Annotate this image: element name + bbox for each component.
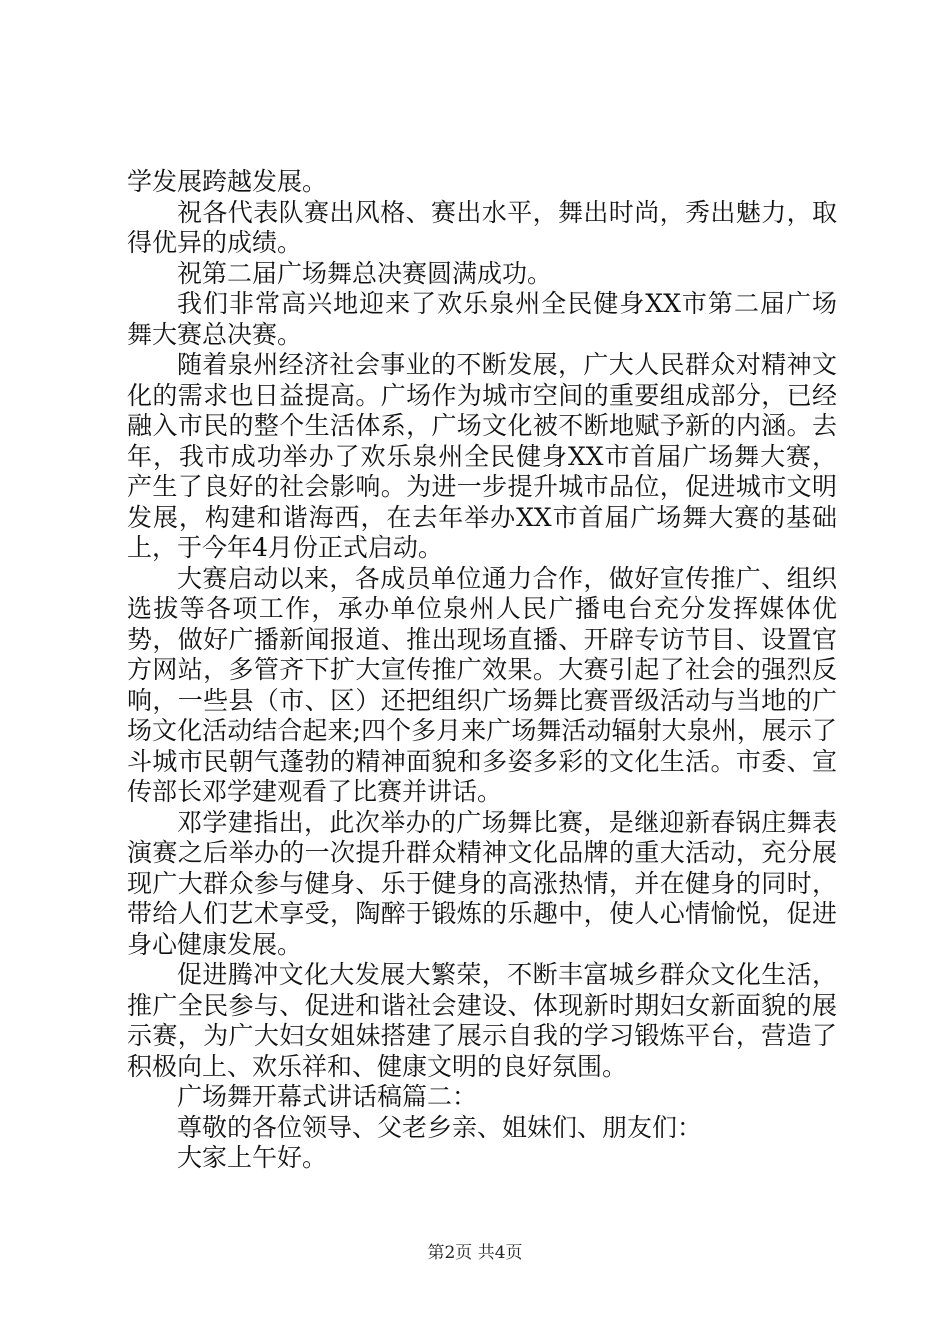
paragraph: 我们非常高兴地迎来了欢乐泉州全民健身XX市第二届广场舞大赛总决赛。 [127, 289, 837, 349]
page-number: 第2页 共4页 [427, 1243, 523, 1263]
salutation: 尊敬的各位领导、父老乡亲、姐妹们、朋友们： [177, 1112, 703, 1142]
greeting: 大家上午好。 [177, 1143, 328, 1172]
paragraph: 祝第二届广场舞总决赛圆满成功。 [177, 258, 553, 288]
paragraph: 大赛启动以来，各成员单位通力合作，做好宣传推广、组织选拔等各项工作，承办单位泉州人民广播电台充分发挥媒体优势，做好广播新闻报道、推出现场直播、开辟专访节目、设置官方网站，多管齐下扩大宣传推广效果。大赛引起了社会的强烈反响，一些县（市、区）还把组织广场舞比赛晋级活动与当地的广场文化活动结合起来;四个多月来广场舞活动辐射大泉州，展示了斗城市民朝气蓬勃的精神面貌和多姿多彩的文化生活。市委、宣传部长邓学建观看了比赛并讲话。 [127, 563, 837, 806]
page-footer [0, 1238, 950, 1263]
paragraph: 促进腾冲文化大发展大繁荣，不断丰富城乡群众文化生活，推广全民参与、促进和谐社会建设、体现新时期妇女新面貌的展示赛，为广大妇女姐妹搭建了展示自我的学习锻炼平台，营造了积极向上、欢乐祥和、健康文明的良好氛围。 [127, 960, 837, 1081]
paragraph: 祝各代表队赛出风格、赛出水平，舞出时尚，秀出魅力，取得优异的成绩。 [127, 197, 837, 257]
document-body [127, 167, 837, 1174]
paragraph: 邓学建指出，此次举办的广场舞比赛，是继迎新春锅庄舞表演赛之后举办的一次提升群众精神文化品牌的重大活动，充分展现广大群众参与健身、乐于健身的高涨热情，并在健身的同时，带给人们艺术享受，陶醉于锻炼的乐趣中，使人心情愉悦，促进身心健康发展。 [127, 807, 837, 959]
paragraph: 学发展跨越发展。 [127, 167, 328, 196]
paragraph: 随着泉州经济社会事业的不断发展，广大人民群众对精神文化的需求也日益提高。广场作为城市空间的重要组成部分，已经融入市民的整个生活体系，广场文化被不断地赋予新的内涵。去年，我市成功举办了欢乐泉州全民健身XX市首届广场舞大赛，产生了良好的社会影响。为进一步提升城市品位，促进城市文明发展，构建和谐海西，在去年举办XX市首届广场舞大赛的基础上，于今年4月份正式启动。 [127, 350, 837, 562]
section-heading: 广场舞开幕式讲话稿篇二： [177, 1082, 478, 1111]
